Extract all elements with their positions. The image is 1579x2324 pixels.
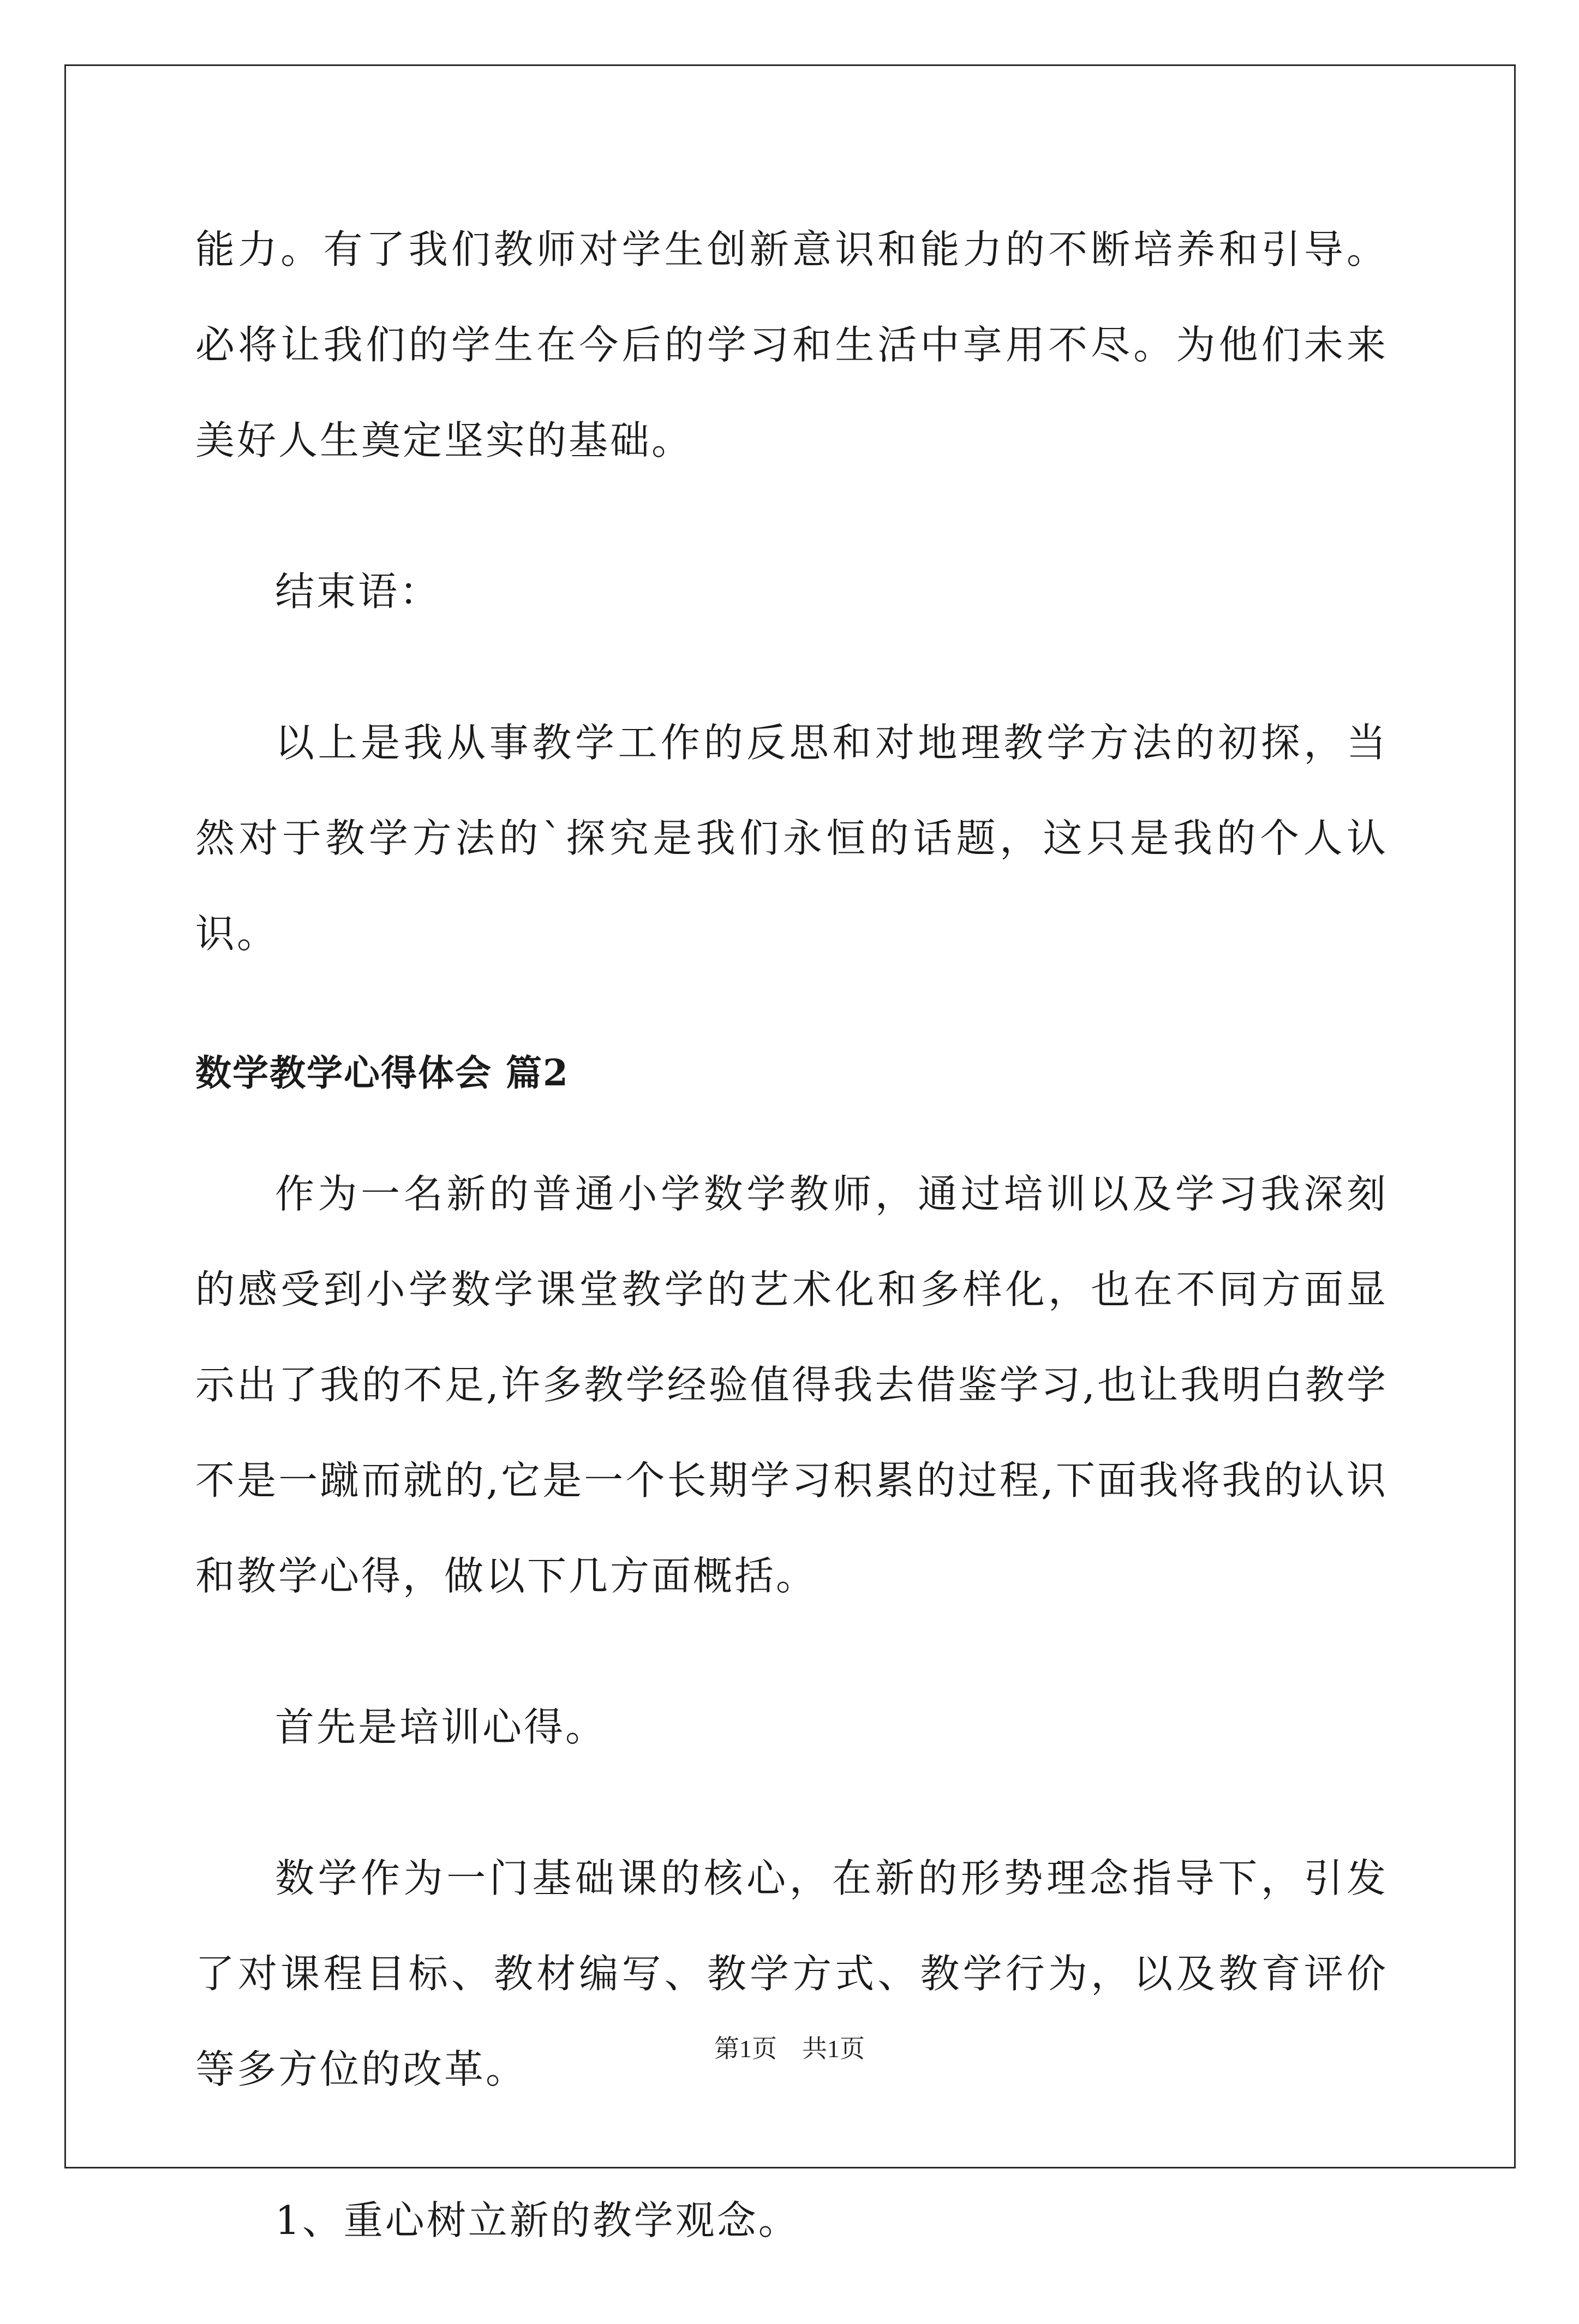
paragraph: 以上是我从事教学工作的反思和对地理教学方法的初探，当然对于教学方法的`探究是我们永恒的话题，这只是我的个人认识。 [195, 720, 1388, 957]
document-body [195, 202, 1388, 2324]
paragraph-conclusion-label: 结束语： [275, 569, 441, 614]
paragraph: 首先是培训心得。 [275, 1704, 607, 1750]
page-number-footer: 第1页 共1页 [714, 2035, 865, 2063]
section-heading: 数学教学心得体会 篇2 [195, 1052, 569, 1094]
paragraph-list-item: 1、重心树立新的教学观念。 [275, 2197, 800, 2243]
paragraph: 数学作为一门基础课的核心，在新的形势理念指导下，引发了对课程目标、教材编写、教学方式、教学行为，以及教育评价等多方位的改革。 [195, 1855, 1388, 2092]
paragraph: 作为一名新的普通小学数学教师，通过培训以及学习我深刻的感受到小学数学课堂教学的艺术化和多样化，也在不同方面显示出了我的不足,许多教学经验值得我去借鉴学习,也让我明白教学不是一蹴而就的,它是一个长期学习积累的过程,下面我将我的认识和教学心得，做以下几方面概括。 [195, 1171, 1388, 1599]
paragraph: 能力。有了我们教师对学生创新意识和能力的不断培养和引导。必将让我们的学生在今后的学习和生活中享用不尽。为他们未来美好人生奠定坚实的基础。 [195, 226, 1388, 463]
